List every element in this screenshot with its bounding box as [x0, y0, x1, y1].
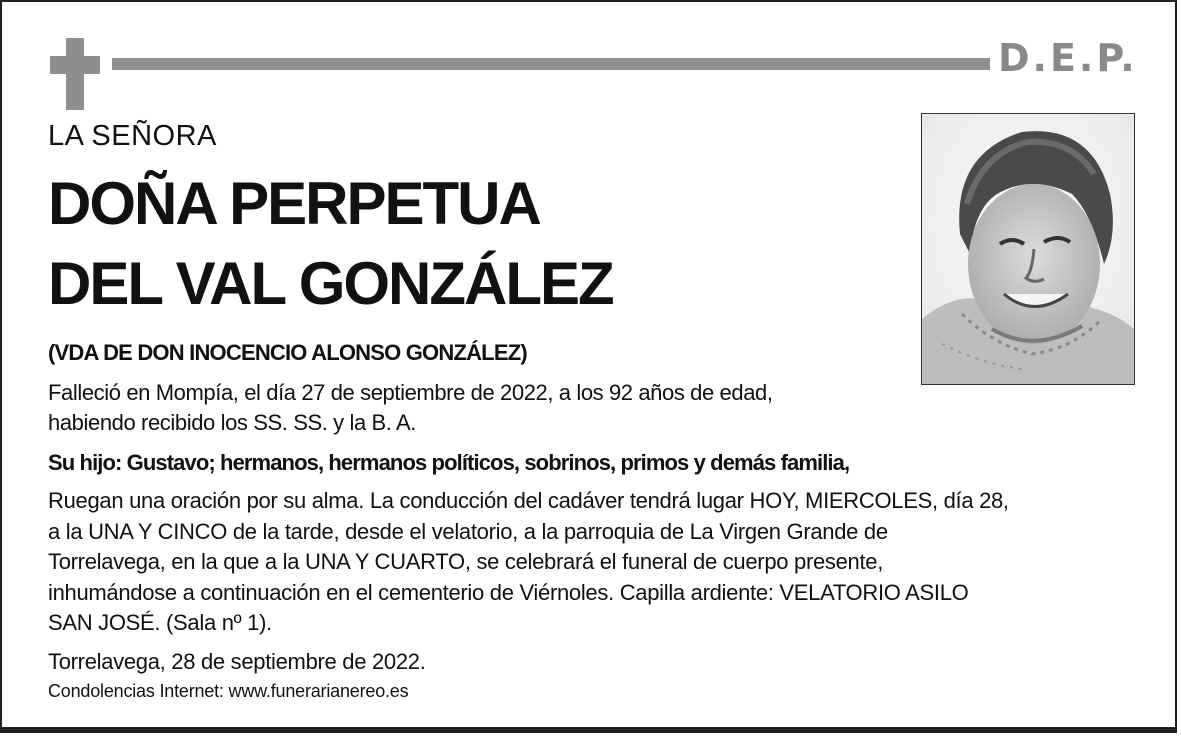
condolences-link: Condolencias Internet: www.funerarianereo.es: [48, 681, 409, 701]
funeral-details-line: Torrelavega, en la que a la UNA Y CUARTO, se celebrará el funeral de cuerpo presente,: [48, 549, 884, 574]
widow-of: (VDA DE DON INOCENCIO ALONSO GONZÁLEZ): [48, 340, 527, 365]
funeral-details: [48, 486, 1148, 639]
death-details: [48, 378, 908, 438]
cross-horizontal-bar: [50, 56, 100, 74]
funeral-details-line: Ruegan una oración por su alma. La conducción del cadáver tendrá lugar HOY, MIERCOLES, día 28,: [48, 488, 1009, 513]
dep-mark: D.E.P.: [998, 36, 1138, 80]
funeral-details-line: inhumándose a continuación en el cementerio de Viérnoles. Capilla ardiente: VELATORIO ASILO: [48, 579, 969, 605]
header-rule: [112, 58, 990, 70]
funeral-details-line: SAN JOSÉ. (Sala nº 1).: [48, 610, 272, 635]
funeral-details-line: a la UNA Y CINCO de la tarde, desde el velatorio, a la parroquia de La Virgen Grande de: [48, 518, 888, 544]
portrait-image: [922, 114, 1134, 384]
deceased-name-line2: DEL VAL GONZÁLEZ: [48, 250, 613, 317]
portrait-photo: [921, 113, 1135, 385]
cross-vertical-bar: [66, 38, 84, 110]
deceased-name-line1: DOÑA PERPETUA: [48, 170, 540, 237]
death-details-line: Falleció en Mompía, el día 27 de septiembre de 2022, a los 92 años de edad,: [48, 380, 773, 405]
family-list: Su hijo: Gustavo; hermanos, hermanos políticos, sobrinos, primos y demás familia,: [48, 450, 850, 475]
honorific: LA SEÑORA: [48, 120, 217, 152]
death-details-line: habiendo recibido los SS. SS. y la B. A.: [48, 410, 417, 435]
dateline: Torrelavega, 28 de septiembre de 2022.: [48, 649, 426, 674]
